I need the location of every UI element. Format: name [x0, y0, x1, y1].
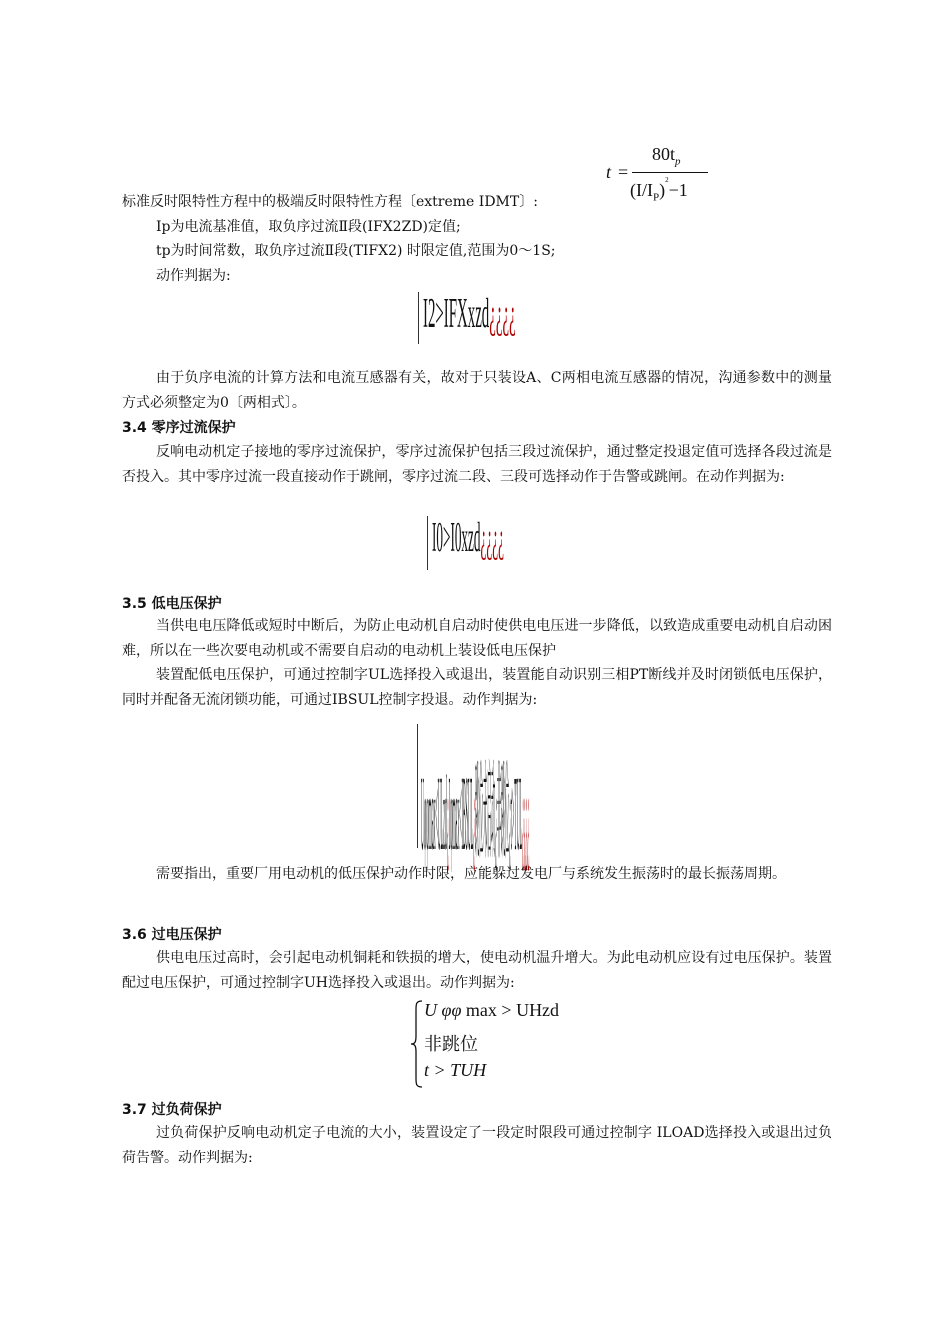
uv-eq-main: Uφφmax<ULzd — [421, 754, 447, 874]
neg-seq-note: 由于负序电流的计算方法和电流互感器有关，故对于只装设A、C两相电流互感器的情况，沟通参数中的测量方式必须整定为0〔两相式〕。 — [122, 370, 832, 411]
section-3-5-p3: 需要指出，重要厂用电动机的低压保护动作时限，应能躲过发电厂与系统发生振荡时的最长振荡周期。 — [156, 866, 786, 882]
formula-numerator — [652, 144, 681, 168]
uv-condition-3: t > TUH — [424, 1060, 487, 1080]
neg-seq-eq-main: I2>IFXxzd — [423, 292, 490, 338]
fraction-bar — [632, 172, 708, 173]
den-close: ) — [659, 180, 666, 200]
uv-eq-tail: 跳位未启动¿非跳位¿t>TUL — [475, 754, 523, 874]
neg-seq-equation — [418, 292, 549, 344]
undervoltage-equation — [417, 724, 586, 874]
section-3-4-body: 反响电动机定子接地的零序过流保护，零序过流保护包括三段过流保护，通过整定投退定值可选择各段过流是否投入。其中零序过流一段直接动作于跳闸，零序过流二段、三段可选择动作于告警或跳闸。在动作判据为: — [122, 444, 832, 485]
section-3-5-p2: 装置配低电压保护，可通过控制字UL选择投入或退出，装置能自动识别三相PT断线并及时闭锁低电压保护，同时并配备无流闭锁功能，可通过IBSUL控制字投退。动作判据为: — [122, 667, 832, 708]
uv-eq-mid: Iφmax<IBSUL — [448, 754, 474, 874]
zero-seq-eq-garbled: ¿¿¿¿ — [480, 516, 504, 562]
uv-eq-garbled: ¿¿¿¿ — [522, 754, 530, 874]
tp-definition: tp为时间常数，取负序过流Ⅱ段(TIFX2) 时限定值,范围为0～1S; — [156, 243, 556, 259]
overvoltage-equation — [410, 998, 590, 1090]
section-3-6-body: 供电电压过高时，会引起电动机铜耗和铁损的增大，使电动机温升增大。为此电动机应设有过电压保护。装置配过电压保护，可通过控制字UH选择投入或退出。动作判据为: — [122, 950, 832, 991]
section-3-5-heading: 3.5 低电压保护 — [122, 596, 222, 612]
section-3-7-heading: 3.7 过负荷保护 — [122, 1102, 222, 1118]
den-sub: P — [652, 191, 660, 204]
numerator-sub: p — [675, 155, 681, 168]
numerator-text: 80t — [652, 144, 676, 164]
uv-eq-sep2: ¿ — [473, 754, 476, 874]
uv-condition-2: 非跳位 — [424, 1034, 478, 1055]
formula-lhs: t — [606, 162, 612, 182]
zero-seq-equation — [427, 516, 538, 570]
uv-condition-1: U φφ max > UHzd — [424, 1000, 560, 1020]
formula-eq-sign: = — [618, 162, 629, 182]
intro-line: 标准反时限特性方程中的极端反时限特性方程〔extreme IDMT〕: — [122, 194, 538, 210]
left-brace-icon — [410, 1000, 424, 1088]
neg-seq-eq-garbled: ¿¿¿¿ — [489, 292, 516, 338]
ip-definition: Ip为电流基准值，取负序过流Ⅱ段(IFX2ZD)定值; — [156, 219, 461, 235]
formula-denominator — [630, 176, 688, 204]
undervoltage-eq-text — [421, 730, 529, 882]
zero-seq-eq-text — [432, 516, 504, 563]
section-3-4-heading: 3.4 零序过流保护 — [122, 420, 236, 436]
idmt-formula — [604, 142, 714, 206]
criterion-label: 动作判据为: — [156, 268, 231, 284]
den-open: (I/I — [630, 180, 653, 200]
zero-seq-eq-main: I0>I0xzd — [432, 516, 481, 562]
section-3-6-heading: 3.6 过电压保护 — [122, 927, 222, 943]
neg-seq-eq-text — [423, 292, 516, 339]
den-sup: 2 — [665, 176, 669, 184]
den-rest: −1 — [668, 180, 688, 200]
section-3-5-p1: 当供电电压降低或短时中断后，为防止电动机自启动时使供电电压进一步降低，以致造成重要电动机自启动困难，所以在一些次要电动机或不需要自启动的电动机上装设低电压保护 — [122, 618, 832, 659]
section-3-7-body: 过负荷保护反响电动机定子电流的大小，装置设定了一段定时限段可通过控制字 ILOAD选择投入或退出过负荷告警。动作判据为: — [122, 1125, 832, 1166]
uv-eq-sep1: ¿ — [446, 754, 449, 874]
